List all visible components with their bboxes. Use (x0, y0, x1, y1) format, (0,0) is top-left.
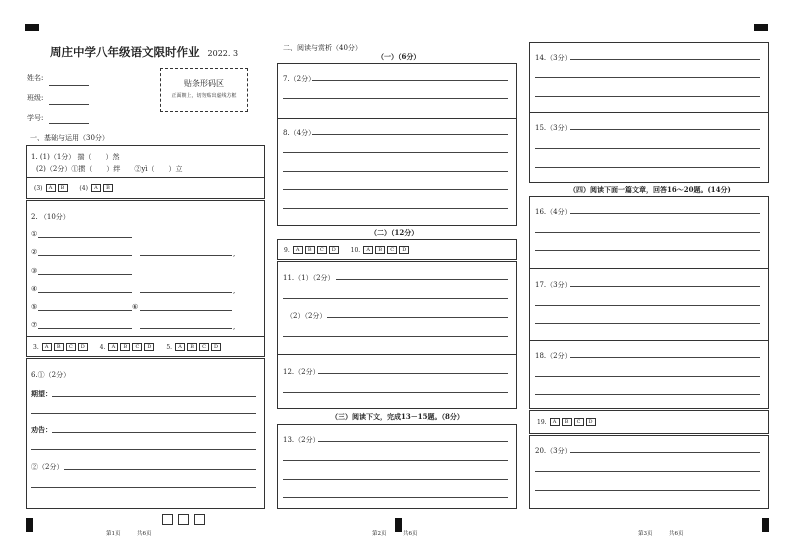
student-id-field[interactable] (49, 123, 89, 124)
q13-line[interactable] (283, 479, 508, 480)
locator-mark-bottom-left (26, 518, 33, 532)
divider (277, 354, 517, 355)
q16-line[interactable] (535, 232, 760, 233)
q13-line[interactable] (283, 497, 508, 498)
q1-4-option-a[interactable]: A (91, 184, 101, 192)
divider (26, 177, 265, 178)
class-field[interactable] (49, 104, 89, 105)
q17-line[interactable] (535, 305, 760, 306)
q3-option-d[interactable]: D (78, 343, 88, 351)
page-number-1: 第1页 共6页 (106, 531, 152, 537)
q16-line[interactable] (535, 250, 760, 251)
q5-option-b[interactable]: B (187, 343, 197, 351)
answer-box-q7-8 (277, 63, 517, 226)
q20-label: 20.（3分） (535, 447, 572, 455)
q6-line[interactable] (64, 469, 256, 470)
comma: , (233, 250, 236, 258)
class-field-label: 班级: (27, 94, 44, 102)
q19-choice-row: 19. A B C D (537, 418, 606, 426)
q18-label: 18.（2分） (535, 352, 572, 360)
answer-box-q2 (26, 200, 265, 357)
barcode-title: 贴条形码区 (184, 79, 224, 88)
q5-option-c[interactable]: C (199, 343, 209, 351)
q1-4-option-b[interactable]: B (103, 184, 113, 192)
q9-option-d[interactable]: D (329, 246, 339, 254)
q2-mark-2: ② (31, 248, 38, 256)
q15-line[interactable] (535, 148, 760, 149)
answer-box-q16-18 (529, 196, 769, 409)
q1-3-option-b[interactable]: B (58, 184, 68, 192)
q9-10-choice-row: 9. A B C D 10. A B C D (284, 246, 419, 254)
q8-line[interactable] (283, 171, 508, 172)
q10-option-a[interactable]: A (363, 246, 373, 254)
divider (529, 340, 769, 341)
q2-line-7a[interactable] (38, 328, 132, 329)
q6-line[interactable] (52, 396, 256, 397)
q1-line-2: (2)（2分）①掼（ ）绊 ②yì（ ）立 (36, 165, 183, 173)
q14-line[interactable] (570, 59, 760, 60)
q19-option-a[interactable]: A (550, 418, 560, 426)
q15-label: 15.（3分） (535, 124, 572, 132)
q17-label: 17.（3分） (535, 281, 572, 289)
divider (529, 268, 769, 269)
q4-option-a[interactable]: A (108, 343, 118, 351)
q20-line[interactable] (535, 471, 760, 472)
q17-line[interactable] (570, 286, 760, 287)
name-field-label: 姓名: (27, 74, 44, 82)
divider (277, 118, 517, 119)
q18-line[interactable] (535, 376, 760, 377)
q2-line-3[interactable] (38, 274, 132, 275)
q4-option-b[interactable]: B (120, 343, 130, 351)
part-2-title: （二）（12分） (370, 228, 419, 237)
q6-line[interactable] (31, 487, 256, 488)
q11-line[interactable] (283, 336, 508, 337)
q9-option-a[interactable]: A (293, 246, 303, 254)
q1-choice-row: (3) A B (4) A B (34, 184, 123, 192)
q9-option-c[interactable]: C (317, 246, 327, 254)
q20-line[interactable] (570, 452, 760, 453)
q5-option-d[interactable]: D (211, 343, 221, 351)
q14-line[interactable] (535, 77, 760, 78)
q13-line[interactable] (318, 441, 508, 442)
q4-option-c[interactable]: C (132, 343, 142, 351)
q2-line-7b[interactable] (140, 328, 232, 329)
q3-5-choice-row: 3. A B C D 4. A B C D 5. A B C D (33, 343, 231, 351)
q2-line-6[interactable] (140, 310, 232, 311)
part-1-title: （一）（6分） (377, 52, 421, 61)
q7-line[interactable] (312, 80, 508, 81)
q2-line-4b[interactable] (140, 292, 232, 293)
checkbox-square[interactable] (194, 514, 205, 525)
q16-line[interactable] (570, 213, 760, 214)
q15-line[interactable] (570, 129, 760, 130)
q6-part-2: ②（2分） (31, 463, 64, 471)
q10-option-d[interactable]: D (399, 246, 409, 254)
q6-line[interactable] (52, 432, 256, 433)
q3-option-c[interactable]: C (66, 343, 76, 351)
q11-1-label: 11.（1）（2分） (283, 274, 335, 282)
q20-line[interactable] (535, 490, 760, 491)
q9-option-b[interactable]: B (305, 246, 315, 254)
q12-line[interactable] (283, 392, 508, 393)
page-number-2: 第2页 共6页 (372, 531, 418, 537)
q10-option-c[interactable]: C (387, 246, 397, 254)
q2-mark-7: ⑦ (31, 321, 38, 329)
q6-label-advice: 劝告： (31, 425, 52, 434)
q6-label-expectation: 期望： (31, 389, 52, 398)
q2-title: 2. （10分） (31, 213, 70, 221)
comma: , (233, 287, 236, 295)
q8-line[interactable] (283, 189, 508, 190)
q2-line-1[interactable] (38, 237, 132, 238)
q6-line[interactable] (31, 413, 256, 414)
q8-line[interactable] (283, 208, 508, 209)
q2-line-5[interactable] (38, 310, 132, 311)
checkbox-square[interactable] (178, 514, 189, 525)
q13-label: 13.（2分） (283, 436, 320, 444)
q11-line[interactable] (327, 317, 508, 318)
page-title: 周庄中学八年级语文限时作业 2022. 3 (50, 45, 239, 59)
q2-mark-1: ① (31, 230, 38, 238)
q6-title: 6.①（2分） (31, 371, 71, 379)
locator-mark-top-right (754, 24, 768, 31)
q2-line-2b[interactable] (140, 255, 232, 256)
section-1-title: 一、基础与运用（30分） (30, 134, 109, 142)
q16-label: 16.（4分） (535, 208, 572, 216)
q1-line-1: 1. (1)（1分） 揣（ ）然 (31, 153, 120, 161)
q13-line[interactable] (283, 460, 508, 461)
q10-option-b[interactable]: B (375, 246, 385, 254)
q18-line[interactable] (535, 394, 760, 395)
comma: , (233, 323, 236, 331)
locator-mark-bottom-right (762, 518, 769, 532)
q2-mark-4: ④ (31, 285, 38, 293)
page-number-3: 第3页 共6页 (638, 531, 684, 537)
q18-line[interactable] (570, 357, 760, 358)
student-id-field-label: 学号: (27, 114, 44, 122)
q3-option-b[interactable]: B (54, 343, 64, 351)
q5-option-a[interactable]: A (175, 343, 185, 351)
q12-line[interactable] (318, 373, 508, 374)
q7-label: 7.（2分） (283, 75, 316, 83)
q2-mark-5: ⑤ (31, 303, 38, 311)
q12-label: 12.（2分） (283, 368, 320, 376)
q11-2-label: （2）（2分） (286, 312, 327, 320)
part-4-title: （四）阅读下面一篇文章，回答16～20题。(14分) (569, 185, 731, 194)
part-3-title: （三）阅读下文，完成13－15题。（8分） (331, 412, 464, 421)
checkbox-square[interactable] (162, 514, 173, 525)
q8-line[interactable] (312, 134, 508, 135)
q15-line[interactable] (535, 167, 760, 168)
q7-line[interactable] (283, 98, 508, 99)
barcode-note: 正面朝上，切勿贴出虚线方框 (171, 93, 237, 99)
q1-3-option-a[interactable]: A (46, 184, 56, 192)
locator-mark-top-left (25, 24, 39, 31)
q3-option-a[interactable]: A (42, 343, 52, 351)
q4-option-d[interactable]: D (144, 343, 154, 351)
section-2-title: 二、阅读与赏析（40分） (283, 44, 362, 52)
q19-option-c[interactable]: C (574, 418, 584, 426)
q17-line[interactable] (535, 323, 760, 324)
q8-line[interactable] (283, 152, 508, 153)
q2-mark-6: ⑥ (132, 303, 139, 311)
barcode-area (160, 68, 248, 112)
name-field[interactable] (49, 85, 89, 86)
q19-option-d[interactable]: D (586, 418, 596, 426)
answer-box-q11-12 (277, 261, 517, 409)
divider (529, 112, 769, 113)
q11-line[interactable] (336, 279, 508, 280)
q2-line-2a[interactable] (38, 255, 132, 256)
q2-line-4a[interactable] (38, 292, 132, 293)
q19-option-b[interactable]: B (562, 418, 572, 426)
q11-line[interactable] (283, 298, 508, 299)
q2-mark-3: ③ (31, 267, 38, 275)
q8-label: 8.（4分） (283, 129, 316, 137)
q14-label: 14.（3分） (535, 54, 572, 62)
q6-line[interactable] (31, 449, 256, 450)
q14-line[interactable] (535, 96, 760, 97)
